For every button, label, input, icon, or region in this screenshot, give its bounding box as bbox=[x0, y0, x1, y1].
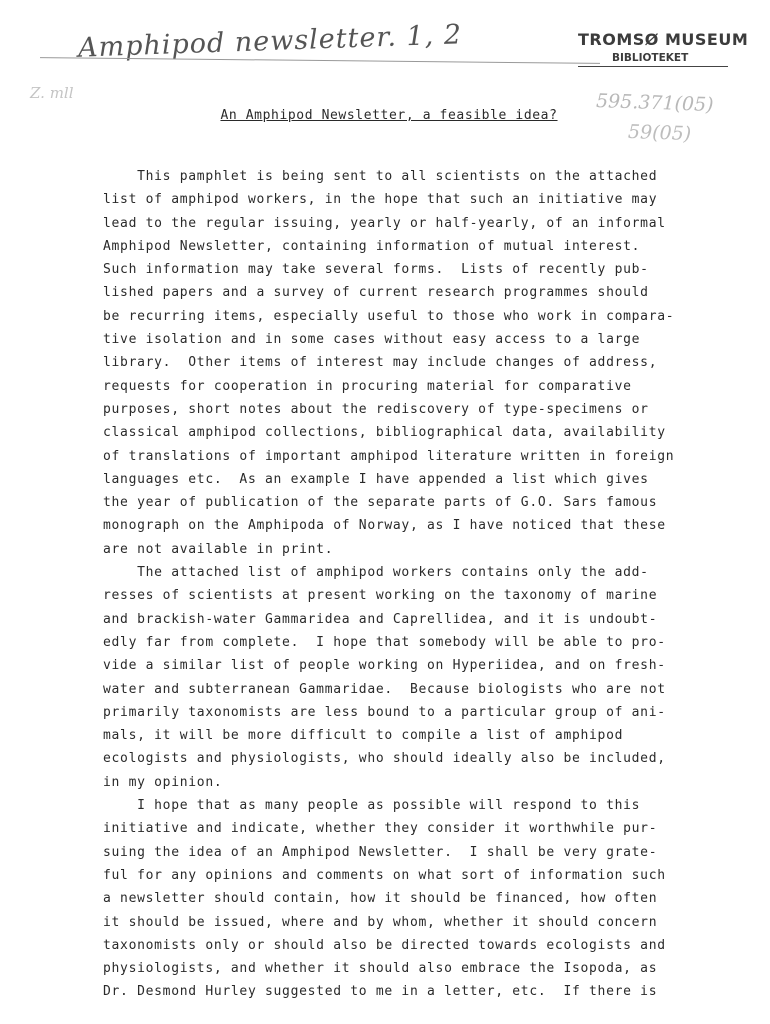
text-line: initiative and indicate, whether they consider it worthwhile pur- bbox=[103, 821, 658, 837]
text-line: The attached list of amphipod workers contains only the add- bbox=[103, 565, 649, 581]
text-line: purposes, short notes about the rediscovery of type-specimens or bbox=[103, 401, 649, 417]
text-line: Such information may take several forms. Lists of recently pub- bbox=[103, 262, 649, 278]
text-line: classical amphipod collections, bibliographical data, availability bbox=[103, 425, 666, 441]
text-line: be recurring items, especially useful to those who work in compara- bbox=[103, 308, 675, 324]
pencil-note: Z. mll bbox=[30, 84, 74, 102]
handwritten-title: Amphipod newsletter. 1, 2 bbox=[77, 19, 463, 64]
text-line: languages etc. As an example I have appended a list which gives bbox=[103, 471, 649, 487]
text-line: tive isolation and in some cases without easy access to a large bbox=[103, 332, 641, 348]
text-line: requests for cooperation in procuring material for comparative bbox=[103, 378, 632, 394]
stamp-dept: BIBLIOTEKET bbox=[612, 52, 689, 64]
document-title-wrap bbox=[0, 108, 770, 123]
text-line: Amphipod Newsletter, containing information of mutual interest. bbox=[103, 238, 641, 254]
text-line: and brackish-water Gammaridea and Caprellidea, and it is undoubt- bbox=[103, 611, 658, 627]
text-line: This pamphlet is being sent to all scientists on the attached bbox=[103, 169, 658, 184]
library-stamp bbox=[578, 30, 750, 64]
text-line: vide a similar list of people working on Hyperiidea, and on fresh- bbox=[103, 658, 666, 674]
text-line: edly far from complete. I hope that somebody will be able to pro- bbox=[103, 634, 666, 650]
text-line: primarily taxonomists are less bound to a particular group of ani- bbox=[103, 704, 666, 720]
shelf-mark-2: 59(05) bbox=[627, 120, 692, 146]
body-text bbox=[103, 165, 703, 1004]
text-line: I hope that as many people as possible will respond to this bbox=[103, 798, 641, 814]
text-line: of translations of important amphipod literature written in foreign bbox=[103, 448, 675, 464]
text-line: suing the idea of an Amphipod Newsletter. I shall be very grate- bbox=[103, 844, 658, 860]
text-line: mals, it will be more difficult to compile a list of amphipod bbox=[103, 728, 624, 744]
text-line: lead to the regular issuing, yearly or half-yearly, of an informal bbox=[103, 215, 666, 231]
text-line: list of amphipod workers, in the hope that such an initiative may bbox=[103, 192, 658, 208]
text-line: the year of publication of the separate parts of G.O. Sars famous bbox=[103, 495, 658, 511]
text-line: a newsletter should contain, how it should be financed, how often bbox=[103, 891, 658, 907]
text-line: resses of scientists at present working on the taxonomy of marine bbox=[103, 588, 658, 604]
text-line: in my opinion. bbox=[103, 774, 223, 790]
text-line: Dr. Desmond Hurley suggested to me in a letter, etc. If there is bbox=[103, 984, 658, 1000]
text-line: library. Other items of interest may include changes of address, bbox=[103, 355, 658, 371]
text-line: ful for any opinions and comments on what sort of information such bbox=[103, 867, 666, 883]
text-line: monograph on the Amphipoda of Norway, as I have noticed that these bbox=[103, 518, 666, 534]
text-line: are not available in print. bbox=[103, 541, 334, 557]
text-line: lished papers and a survey of current research programmes should bbox=[103, 285, 649, 301]
stamp-underline bbox=[578, 66, 728, 67]
shelf-mark-1: 595.371(05) bbox=[595, 89, 714, 117]
document-title: An Amphipod Newsletter, a feasible idea? bbox=[220, 108, 558, 123]
text-line: taxonomists only or should also be directed towards ecologists and bbox=[103, 937, 666, 953]
text-line: water and subterranean Gammaridae. Because biologists who are not bbox=[103, 681, 666, 697]
stamp-name: TROMSØ MUSEUM bbox=[578, 30, 749, 49]
text-line: it should be issued, where and by whom, whether it should concern bbox=[103, 914, 658, 930]
text-line: ecologists and physiologists, who should ideally also be included, bbox=[103, 751, 666, 767]
text-line: physiologists, and whether it should also embrace the Isopoda, as bbox=[103, 961, 658, 977]
